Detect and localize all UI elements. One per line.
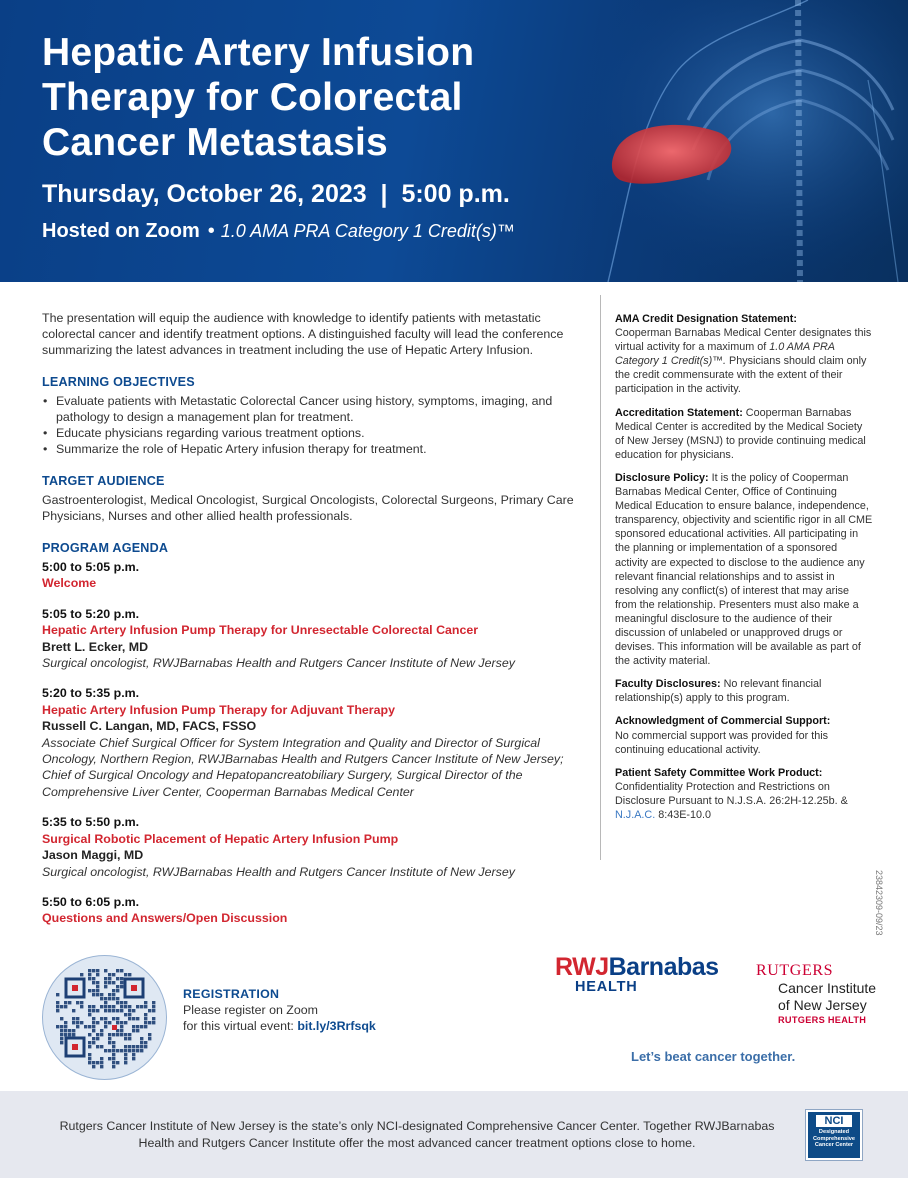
disclosure-label: Disclosure Policy: — [615, 471, 709, 484]
qr-module — [88, 977, 91, 980]
qr-module — [120, 1009, 123, 1012]
qr-module — [112, 1053, 115, 1056]
qr-module — [112, 981, 115, 984]
qr-module — [68, 1001, 71, 1004]
rutgers-logo — [756, 962, 876, 1025]
accreditation-label: Accreditation Statement: — [615, 406, 743, 419]
qr-module — [84, 1025, 87, 1028]
qr-module — [152, 1017, 155, 1020]
qr-module — [136, 1049, 139, 1052]
main-column — [42, 310, 590, 941]
qr-module — [120, 1029, 123, 1032]
qr-module — [112, 1061, 115, 1064]
qr-module — [124, 1045, 127, 1048]
agenda-title: Hepatic Artery Infusion Pump Therapy for Unresectable Colorectal Cancer — [42, 623, 479, 638]
qr-module — [104, 1025, 107, 1028]
registration-line-2-text: for this virtual event: — [183, 1019, 294, 1033]
qr-module — [128, 1017, 131, 1020]
ama-credit-italic: 1.0 AMA PRA Category 1 Credit(s)™. — [615, 341, 835, 368]
qr-module — [76, 1017, 79, 1020]
qr-module — [140, 1037, 143, 1040]
qr-module — [108, 977, 111, 980]
qr-module — [92, 1009, 95, 1012]
qr-module — [92, 969, 95, 972]
qr-module — [100, 1033, 103, 1036]
qr-code-icon[interactable] — [42, 955, 167, 1080]
qr-module — [96, 993, 99, 996]
qr-module — [92, 1029, 95, 1032]
qr-module — [100, 1045, 103, 1048]
nci-badge-line-3: Cancer Center — [814, 1142, 854, 1149]
qr-module — [72, 1033, 75, 1036]
agenda-affiliation: Surgical oncologist, RWJBarnabas Health and Rutgers Cancer Institute of New Jersey — [42, 656, 515, 671]
rwjbarnabas-logo — [555, 954, 719, 994]
qr-module — [128, 1009, 131, 1012]
qr-module — [92, 1021, 95, 1024]
qr-module — [80, 1021, 83, 1024]
accreditation-text: Cooperman Barnabas Medical Center is accredited by the Medical Society of New Jersey (MSNJ) to provide continuing medical education for physicians. — [615, 406, 866, 461]
qr-module — [124, 1001, 127, 1004]
qr-module — [148, 1037, 151, 1040]
agenda-affiliation: Surgical oncologist, RWJBarnabas Health and Rutgers Cancer Institute of New Jersey — [42, 864, 515, 879]
qr-module — [128, 973, 131, 976]
agenda-title: Hepatic Artery Infusion Pump Therapy for Adjuvant Therapy — [42, 702, 395, 717]
bullet-separator: • — [207, 220, 215, 242]
qr-module — [144, 1005, 147, 1008]
qr-module — [88, 1009, 91, 1012]
column-divider — [600, 295, 601, 860]
disclosure-text: It is the policy of Cooperman Barnabas Medical Center, Office of Continuing Medical Education to ensure balance, independence, transparency, objectivity and scientific rigor in all CME sponsored educational activities. All participating in the planning or implementation of a sponsored activity are expected to disclose to the audience any relevant financial relationships and to assist in resolving any conflict(s) of interest that may arise from the relationship. Presenters must also make a meaningful disclosure to the audience of their discussion of unlabeled or unapproved drugs or devises. This information will be available as part of the activity material. — [615, 471, 873, 668]
qr-module — [88, 1033, 91, 1036]
qr-module — [56, 1001, 59, 1004]
qr-module — [144, 1025, 147, 1028]
rutgers-line-2: of New Jersey — [778, 997, 867, 1013]
qr-module — [124, 1013, 127, 1016]
qr-module — [132, 1057, 135, 1060]
qr-module — [92, 989, 95, 992]
qr-module — [132, 1025, 135, 1028]
qr-module — [112, 1009, 115, 1012]
qr-module — [76, 1021, 79, 1024]
qr-module — [88, 1053, 91, 1056]
qr-module — [116, 977, 119, 980]
anatomy-liver-illustration — [568, 0, 908, 282]
qr-module — [108, 973, 111, 976]
agenda-title: Surgical Robotic Placement of Hepatic Artery Infusion Pump — [42, 831, 399, 846]
list-item: • Summarize the role of Hepatic Artery infusion therapy for treatment. — [42, 441, 590, 457]
agenda-item — [42, 559, 590, 592]
agenda-title: Questions and Answers/Open Discussion — [42, 911, 288, 926]
qr-module — [104, 1021, 107, 1024]
qr-module — [124, 1021, 127, 1024]
qr-module — [116, 1061, 119, 1064]
agenda-time: 5:50 to 6:05 p.m. — [42, 894, 140, 909]
event-date-time: Thursday, October 26, 2023 | 5:00 p.m. — [42, 180, 510, 208]
qr-module — [64, 1005, 67, 1008]
commercial-text: No commercial support was provided for this continuing educational activity. — [615, 729, 829, 756]
qr-module — [148, 1033, 151, 1036]
qr-module — [96, 989, 99, 992]
qr-module — [100, 993, 103, 996]
qr-module — [108, 1033, 111, 1036]
nci-badge-line-2: Comprehensive — [813, 1135, 855, 1142]
qr-module — [60, 1005, 63, 1008]
qr-module — [88, 1025, 91, 1028]
safety-text: Confidentiality Protection and Restrictions on Disclosure Pursuant to N.J.S.A. 26:2H-12.25b. & — [615, 780, 848, 807]
qr-module — [92, 1041, 95, 1044]
qr-module — [108, 1005, 111, 1008]
agenda-item — [42, 606, 590, 672]
qr-module — [120, 1049, 123, 1052]
sidebar-statements — [615, 312, 873, 831]
qr-module — [132, 1049, 135, 1052]
rutgers-wordmark: RUTGERS — [756, 962, 834, 979]
qr-module — [88, 989, 91, 992]
qr-module — [120, 969, 123, 972]
qr-module — [112, 1065, 115, 1068]
qr-module — [60, 1033, 63, 1036]
qr-module — [104, 985, 107, 988]
qr-module — [152, 1021, 155, 1024]
qr-module — [100, 1065, 103, 1068]
learning-objectives-heading: LEARNING OBJECTIVES — [42, 375, 195, 389]
qr-module — [56, 1025, 59, 1028]
qr-module — [88, 1041, 91, 1044]
qr-module — [96, 1033, 99, 1036]
hosted-on-zoom: Hosted on Zoom — [42, 220, 200, 242]
qr-module — [76, 1025, 79, 1028]
qr-module — [112, 1045, 115, 1048]
target-audience-heading: TARGET AUDIENCE — [42, 474, 165, 488]
qr-module — [108, 1041, 111, 1044]
qr-module — [124, 1005, 127, 1008]
qr-module — [112, 1005, 115, 1008]
qr-module — [92, 1005, 95, 1008]
qr-module — [80, 1005, 83, 1008]
qr-module — [108, 1021, 111, 1024]
event-host-line — [42, 220, 515, 243]
qr-module — [144, 1001, 147, 1004]
qr-module — [88, 973, 91, 976]
qr-module — [104, 1017, 107, 1020]
qr-module — [72, 1029, 75, 1032]
qr-module — [120, 1025, 123, 1028]
qr-module — [112, 973, 115, 976]
qr-module — [100, 1057, 103, 1060]
qr-module — [116, 1033, 119, 1036]
qr-module — [136, 1025, 139, 1028]
ama-credit-statement — [615, 312, 873, 397]
qr-module — [124, 1057, 127, 1060]
qr-module — [116, 1021, 119, 1024]
qr-module — [116, 985, 119, 988]
qr-module — [152, 1001, 155, 1004]
event-title: Hepatic Artery Infusion Therapy for Colorectal Cancer Metastasis — [42, 31, 475, 164]
accreditation-statement — [615, 406, 873, 462]
qr-module — [76, 1001, 79, 1004]
qr-module — [120, 981, 123, 984]
qr-module — [124, 1061, 127, 1064]
safety-text-end: 8:43E-10.0 — [658, 809, 712, 821]
document-code: 23842309-09/23 — [874, 870, 884, 936]
commercial-support — [615, 714, 873, 756]
agenda-item — [42, 814, 590, 880]
qr-module — [72, 1017, 75, 1020]
qr-module — [96, 981, 99, 984]
qr-module — [64, 1021, 67, 1024]
rwj-logo-sub: HEALTH — [575, 979, 638, 995]
njac-link[interactable]: N.J.A.C. — [615, 809, 656, 821]
qr-module — [100, 1061, 103, 1064]
qr-module — [144, 1021, 147, 1024]
qr-module — [144, 1045, 147, 1048]
qr-module — [60, 1029, 63, 1032]
qr-module — [116, 1009, 119, 1012]
qr-module — [120, 977, 123, 980]
qr-module — [112, 1017, 115, 1020]
qr-module — [88, 1057, 91, 1060]
agenda-speaker: Brett L. Ecker, MD — [42, 639, 149, 654]
rwj-logo-blue: Barnabas — [608, 953, 719, 981]
qr-module — [88, 1045, 91, 1048]
qr-module — [112, 993, 115, 996]
agenda-time: 5:35 to 5:50 p.m. — [42, 815, 140, 830]
nci-badge-line-1: Designated — [818, 1129, 850, 1135]
header-banner — [0, 0, 908, 282]
qr-module — [88, 1061, 91, 1064]
rwj-logo-red: RWJ — [555, 953, 609, 981]
agenda-title: Welcome — [42, 576, 97, 591]
faculty-disclosures — [615, 677, 873, 705]
footer — [0, 1091, 908, 1178]
qr-module — [96, 969, 99, 972]
qr-module — [68, 1033, 71, 1036]
qr-module — [72, 1021, 75, 1024]
qr-module — [88, 1005, 91, 1008]
qr-module — [80, 1001, 83, 1004]
qr-module — [132, 1045, 135, 1048]
list-item: • Evaluate patients with Metastatic Colorectal Cancer using history, symptoms, imaging, and pathology to design a management plan for treatment. — [42, 393, 590, 425]
qr-module — [108, 981, 111, 984]
qr-module — [144, 1013, 147, 1016]
qr-module — [152, 1005, 155, 1008]
qr-module — [124, 1033, 127, 1036]
qr-module — [116, 989, 119, 992]
registration-line-1: Please register on Zoom — [183, 1003, 318, 1017]
qr-module — [92, 1025, 95, 1028]
tagline: Let’s beat cancer together. — [631, 1049, 796, 1064]
agenda-speaker: Jason Maggi, MD — [42, 848, 144, 863]
qr-module — [80, 973, 83, 976]
qr-module — [104, 997, 107, 1000]
agenda-time: 5:05 to 5:20 p.m. — [42, 606, 140, 621]
patient-safety — [615, 766, 873, 822]
qr-module — [132, 1029, 135, 1032]
qr-module — [140, 1045, 143, 1048]
registration-line-2 — [183, 1018, 376, 1034]
qr-module — [148, 1009, 151, 1012]
qr-module — [120, 1005, 123, 1008]
qr-module — [128, 1037, 131, 1040]
agenda-affiliation: Associate Chief Surgical Officer for System Integration and Quality and Director of Surgical Oncology, Northern Region, RWJBarnabas Health and Rutgers Cancer Institute of New Jersey; Chief of Surgical Oncology and Hepatopancreatobiliary Surgery, Surgical Director of the Comprehensive Liver Center, Cooperman Barnabas Medical Center — [42, 735, 564, 799]
qr-module — [92, 993, 95, 996]
registration-heading: REGISTRATION — [183, 987, 280, 1001]
qr-module — [120, 1001, 123, 1004]
qr-module — [56, 1009, 59, 1012]
qr-module — [104, 981, 107, 984]
qr-module — [116, 1001, 119, 1004]
qr-module — [88, 1013, 91, 1016]
qr-module — [64, 1025, 67, 1028]
qr-module — [124, 973, 127, 976]
program-agenda-heading: PROGRAM AGENDA — [42, 541, 169, 555]
qr-module — [140, 1025, 143, 1028]
qr-module — [96, 985, 99, 988]
qr-module — [112, 989, 115, 992]
qr-module — [68, 1029, 71, 1032]
qr-module — [108, 1037, 111, 1040]
qr-module — [100, 1005, 103, 1008]
qr-module — [124, 1037, 127, 1040]
qr-module — [128, 1045, 131, 1048]
agenda-item — [42, 894, 590, 927]
qr-module — [60, 1017, 63, 1020]
qr-module — [104, 1049, 107, 1052]
ama-credit-text-end: Physicians should claim only the credit commensurate with the extent of their participation in the activity. — [615, 355, 867, 396]
qr-module — [116, 1049, 119, 1052]
qr-module — [60, 1037, 63, 1040]
qr-module — [60, 1025, 63, 1028]
qr-module — [64, 1001, 67, 1004]
ama-credit-label: AMA Credit Designation Statement: — [615, 313, 797, 325]
qr-module — [136, 1029, 139, 1032]
qr-module — [96, 1037, 99, 1040]
qr-module — [92, 977, 95, 980]
qr-module — [104, 1001, 107, 1004]
qr-module — [136, 1045, 139, 1048]
credit-note: 1.0 AMA PRA Category 1 Credit(s)™ — [220, 221, 515, 241]
intro-paragraph: The presentation will equip the audience with knowledge to identify patients with metastatic colorectal cancer and identify treatment options. A distinguished faculty will lead the conference summarizing the latest advances in treatment including the use of Hepatic Artery Infusion. — [42, 311, 564, 357]
qr-module — [88, 969, 91, 972]
qr-module — [64, 1033, 67, 1036]
qr-module — [128, 1005, 131, 1008]
qr-module — [136, 1005, 139, 1008]
qr-module — [96, 1009, 99, 1012]
qr-module — [100, 997, 103, 1000]
qr-module — [100, 1017, 103, 1020]
qr-module — [60, 1041, 63, 1044]
commercial-label: Acknowledgment of Commercial Support: — [615, 715, 831, 728]
faculty-label: Faculty Disclosures: — [615, 678, 721, 691]
agenda-time: 5:00 to 5:05 p.m. — [42, 560, 140, 574]
qr-module — [120, 1033, 123, 1036]
ama-credit-text: Cooperman Barnabas Medical Center designates this virtual activity for a maximum of — [615, 327, 872, 354]
nci-badge-icon — [806, 1110, 862, 1160]
qr-module — [140, 1005, 143, 1008]
qr-module — [72, 1009, 75, 1012]
qr-module — [112, 1049, 115, 1052]
qr-module — [56, 993, 59, 996]
qr-module — [128, 1013, 131, 1016]
rutgers-line-1: Cancer Institute — [778, 980, 877, 996]
qr-module — [96, 973, 99, 976]
qr-module — [108, 1057, 111, 1060]
qr-module — [56, 1005, 59, 1008]
qr-module — [104, 969, 107, 972]
qr-module — [92, 1017, 95, 1020]
qr-module — [104, 977, 107, 980]
qr-module — [152, 1009, 155, 1012]
faculty-text: No relevant financial relationship(s) apply to this program. — [615, 678, 822, 705]
agenda-time: 5:20 to 5:35 p.m. — [42, 686, 140, 701]
footer-text: Rutgers Cancer Institute of New Jersey is the state’s only NCI-designated Comprehensive Cancer Center. Together RWJBarnabas Health and Rutgers Cancer Institute offer the most advanced cancer treatment options close to home. — [59, 1119, 775, 1150]
qr-module — [104, 1005, 107, 1008]
qr-module — [112, 1041, 115, 1044]
qr-module — [120, 985, 123, 988]
nci-badge-title: NCI — [816, 1115, 852, 1127]
qr-module — [108, 1049, 111, 1052]
qr-module — [108, 997, 111, 1000]
qr-module — [116, 1017, 119, 1020]
qr-module — [140, 1049, 143, 1052]
qr-module — [96, 1045, 99, 1048]
qr-module — [144, 1017, 147, 1020]
qr-module — [132, 1053, 135, 1056]
qr-module — [64, 1029, 67, 1032]
qr-module — [128, 1049, 131, 1052]
list-item: • Educate physicians regarding various treatment options. — [42, 425, 590, 441]
qr-module — [92, 1065, 95, 1068]
qr-module — [92, 1061, 95, 1064]
qr-module — [136, 1017, 139, 1020]
qr-module — [132, 1017, 135, 1020]
qr-module — [148, 1021, 151, 1024]
qr-module — [112, 1033, 115, 1036]
qr-module — [112, 1057, 115, 1060]
qr-module — [124, 1053, 127, 1056]
rutgers-sub: RUTGERS HEALTH — [778, 1015, 867, 1025]
qr-module — [92, 1037, 95, 1040]
disclosure-policy — [615, 471, 873, 668]
qr-module — [100, 1029, 103, 1032]
learning-objectives-list — [42, 393, 590, 457]
qr-module — [116, 969, 119, 972]
qr-module — [104, 1009, 107, 1012]
registration-block — [183, 986, 376, 1034]
registration-link[interactable]: bit.ly/3Rrfsqk — [297, 1019, 376, 1033]
agenda-item — [42, 685, 590, 800]
agenda-speaker: Russell C. Langan, MD, FACS, FSSO — [42, 719, 257, 734]
qr-module — [92, 981, 95, 984]
qr-module — [96, 1021, 99, 1024]
qr-module — [116, 997, 119, 1000]
qr-module — [96, 1061, 99, 1064]
qr-module — [124, 1049, 127, 1052]
qr-module — [144, 1041, 147, 1044]
qr-module — [132, 1009, 135, 1012]
qr-module — [112, 997, 115, 1000]
qr-module — [140, 1041, 143, 1044]
qr-module — [120, 1021, 123, 1024]
qr-module — [128, 1033, 131, 1036]
qr-module — [108, 1009, 111, 1012]
target-audience-text: Gastroenterologist, Medical Oncologist, Surgical Oncologists, Colorectal Surgeons, Primary Care Physicians, Nurses and other allied health professionals. — [42, 493, 574, 523]
safety-label: Patient Safety Committee Work Product: — [615, 766, 823, 779]
qr-module — [108, 993, 111, 996]
